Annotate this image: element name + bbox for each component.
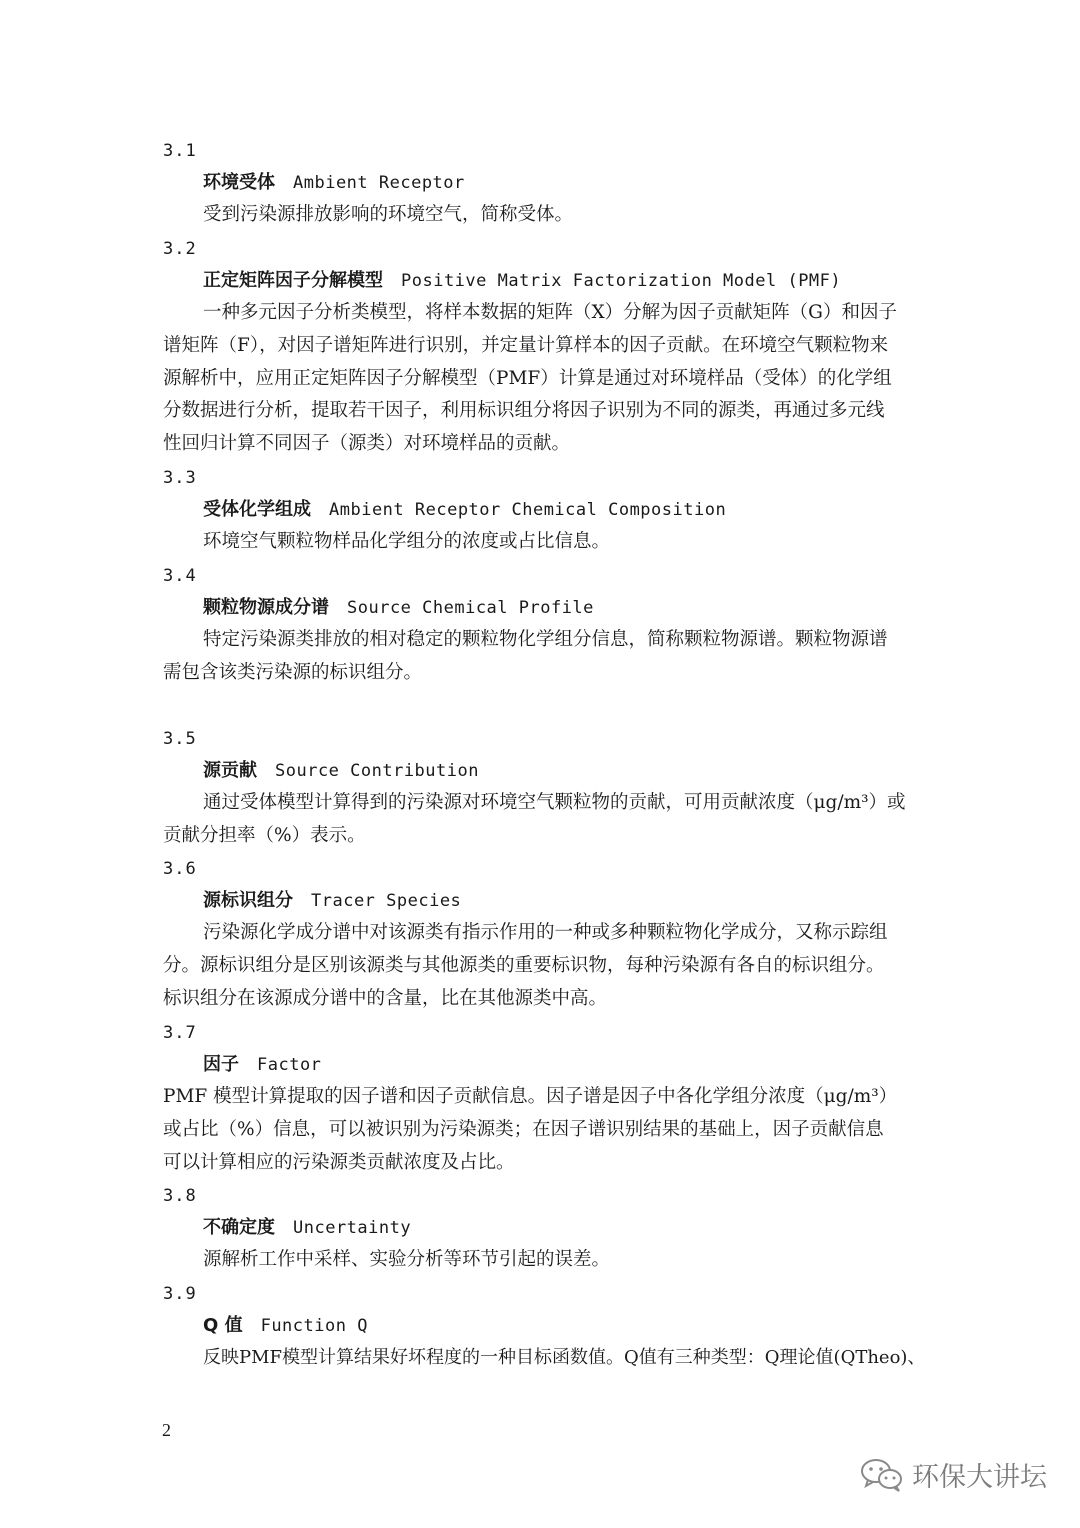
- definition-line: 谱矩阵（F），对因子谱矩阵进行识别，并定量计算样本的因子贡献。在环境空气颗粒物来: [163, 334, 889, 356]
- definition-paragraph: [163, 787, 920, 853]
- term-chinese: Q 值: [203, 1315, 243, 1336]
- term-chinese: 颗粒物源成分谱: [203, 597, 329, 618]
- term-heading: [203, 498, 726, 523]
- term-chinese: 正定矩阵因子分解模型: [203, 270, 383, 291]
- definition-line: 或占比（%）信息，可以被识别为污染源类；在因子谱识别结果的基础上，因子贡献信息: [163, 1118, 884, 1140]
- section-number: 3.9: [163, 1284, 197, 1304]
- term-chinese: 不确定度: [203, 1217, 275, 1238]
- definition-line: 分数据进行分析，提取若干因子，利用标识组分将因子识别为不同的源类，再通过多元线: [163, 400, 885, 422]
- page-number: 2: [162, 1420, 171, 1440]
- term-chinese: 源贡献: [203, 760, 257, 781]
- term-english: Ambient Receptor: [293, 173, 465, 193]
- term-english: Uncertainty: [293, 1218, 412, 1238]
- definition-line: 特定污染源类排放的相对稳定的颗粒物化学组分信息，简称颗粒物源谱。颗粒物源谱: [203, 629, 888, 650]
- term-english: Source Chemical Profile: [347, 598, 594, 618]
- term-heading: [203, 269, 841, 294]
- definition-line: 源解析中，应用正定矩阵因子分解模型（PMF）计算是通过对环境样品（受体）的化学组: [163, 367, 892, 389]
- term-english: Ambient Receptor Chemical Composition: [329, 500, 727, 520]
- definition-line: 一种多元因子分析类模型，将样本数据的矩阵（X）分解为因子贡献矩阵（G）和因子: [203, 302, 897, 323]
- definition-paragraph: [163, 624, 920, 690]
- definition-paragraph: [163, 917, 920, 1015]
- term-heading: [203, 1216, 411, 1241]
- term-english: Factor: [257, 1055, 322, 1075]
- term-heading: [203, 889, 461, 914]
- definition-paragraph: [163, 1081, 920, 1179]
- section-number: 3.5: [163, 729, 197, 749]
- definition-paragraph: [163, 297, 920, 461]
- definition-line: PMF 模型计算提取的因子谱和因子贡献信息。因子谱是因子中各化学组分浓度（μg/m³）: [163, 1086, 898, 1107]
- wechat-icon: [860, 1457, 904, 1493]
- definition-line: 通过受体模型计算得到的污染源对环境空气颗粒物的贡献，可用贡献浓度（μg/m³）或: [203, 792, 906, 813]
- term-chinese: 受体化学组成: [203, 499, 311, 520]
- definition-paragraph: [163, 526, 920, 559]
- watermark-text: 环保大讲坛: [912, 1462, 1047, 1493]
- term-chinese: 源标识组分: [203, 890, 293, 911]
- term-heading: [203, 1053, 321, 1078]
- watermark: [860, 1455, 1047, 1494]
- definition-paragraph: [163, 199, 920, 232]
- term-chinese: 环境受体: [203, 172, 275, 193]
- term-english: Positive Matrix Factorization Model (PMF): [401, 271, 842, 291]
- section-number: 3.8: [163, 1186, 197, 1206]
- section-number: 3.7: [163, 1023, 197, 1043]
- section-number: 3.3: [163, 468, 197, 488]
- definition-line: 标识组分在该源成分谱中的含量，比在其他源类中高。: [163, 987, 608, 1009]
- definition-line: 性回归计算不同因子（源类）对环境样品的贡献。: [163, 433, 571, 455]
- definition-paragraph: [163, 1244, 920, 1277]
- definition-line: 需包含该类污染源的标识组分。: [163, 661, 423, 683]
- section-number: 3.1: [163, 141, 197, 161]
- section-number: 3.4: [163, 566, 197, 586]
- term-chinese: 因子: [203, 1054, 239, 1075]
- term-heading: [203, 171, 465, 196]
- term-english: Function Q: [260, 1316, 368, 1336]
- definition-line: 源解析工作中采样、实验分析等环节引起的误差。: [203, 1249, 611, 1270]
- definition-line: 可以计算相应的污染源类贡献浓度及占比。: [163, 1151, 515, 1173]
- term-english: Source Contribution: [275, 761, 479, 781]
- term-heading: [203, 596, 594, 621]
- definition-line: 贡献分担率（%）表示。: [163, 824, 366, 846]
- definition-line: 受到污染源排放影响的环境空气，简称受体。: [203, 204, 574, 225]
- section-number: 3.2: [163, 239, 197, 259]
- definition-line: 环境空气颗粒物样品化学组分的浓度或占比信息。: [203, 531, 611, 552]
- term-heading: [203, 1314, 368, 1339]
- definition-paragraph: [163, 1342, 926, 1375]
- term-english: Tracer Species: [311, 891, 462, 911]
- definition-line: 分。源标识组分是区别该源类与其他源类的重要标识物，每种污染源有各自的标识组分。: [163, 954, 885, 976]
- term-heading: [203, 759, 479, 784]
- definition-line: 污染源化学成分谱中对该源类有指示作用的一种或多种颗粒物化学成分，又称示踪组: [203, 922, 888, 943]
- definition-line: 反映PMF模型计算结果好坏程度的一种目标函数值。Q值有三种类型：Q理论值(QTheo)、: [203, 1347, 926, 1368]
- section-number: 3.6: [163, 859, 197, 879]
